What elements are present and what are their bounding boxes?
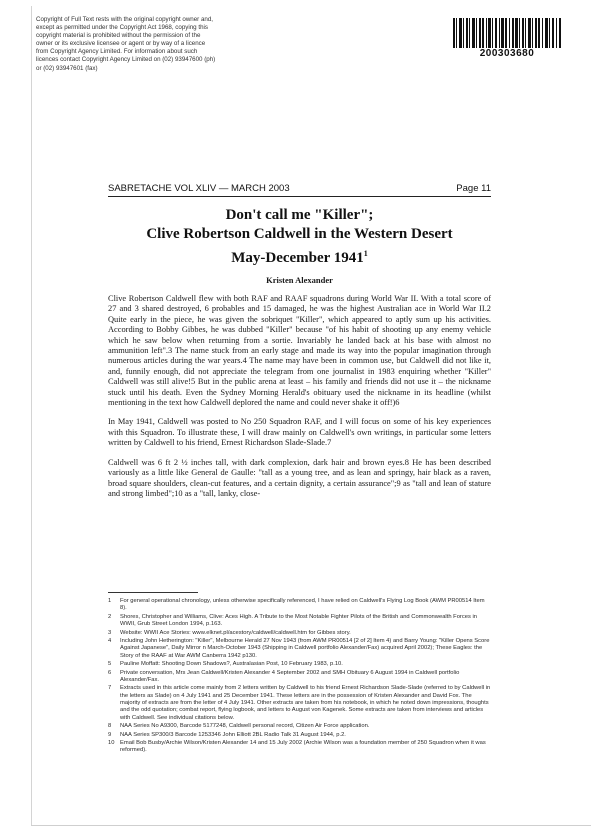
title-line-2: Clive Robertson Caldwell in the Western Desert <box>146 226 453 242</box>
footnote-text: Extracts used in this article come mainly from 2 letters written by Caldwell to his friend Ernest Richardson Slade-Slade (referred to by Caldwell in the letters as Slade) on 4 July 1941 and 25 December 1941. These letters are in the possession of Kristen Alexander and David Fox. The majority of extracts are from the letter of 4 July 1941. Other extracts are taken from his notebook, in which he noted down impressions, thoughts and the odd quotation; combat report, flying logbook, and letters to August von Kagenek. Some extracts are taken from interviews and articles with Caldwell. See individual citations below. <box>120 685 491 721</box>
footnote <box>108 723 491 730</box>
footnote-text: Email Bob Busby/Archie Wilson/Kristen Alexander 14 and 15 July 2002 (Archie Wilson was a foundation member of 250 Squadron when it was reformed). <box>120 740 486 754</box>
footnote-number: 10 <box>108 740 115 747</box>
title-line-1: Don't call me "Killer"; <box>225 207 374 223</box>
title-line-3 <box>108 244 491 268</box>
paragraph: In May 1941, Caldwell was posted to No 250 Squadron RAF, and I will focus on some of his key experiences with this Squadron. To illustrate these, I will draw mainly on Caldwell's own writings, in particular some letters written by Caldwell to his friend, Ernest Richardson Slade-Slade.7 <box>108 417 491 448</box>
footnote-number: 8 <box>108 723 112 730</box>
footnote-number: 6 <box>108 669 112 676</box>
footnote-text: Pauline Moffatt: Shooting Down Shadows?, Australasian Post, 10 February 1983, p.10. <box>120 661 343 668</box>
footnote-text: For general operational chronology, unless otherwise specifically referenced, I have relied on Caldwell's Flying Log Book (AWM PR00514 Item 8). <box>120 598 485 612</box>
footnote-text: NAA Series SP300/3 Barcode 1253346 John Elliott 2BL Radio Talk 31 August 1944, p.2. <box>120 731 346 738</box>
paragraph: Caldwell was 6 ft 2 ½ inches tall, with dark complexion, dark hair and brown eyes.8 He has been described variously as a little like General de Gaulle: "tall as a young tree, and as lean and springy, hair black as a raven, broad square shoulders, clean-cut features, and a certain dignity, a certain assurance";9 as "tall and lean of stature and strong limbed";10 as a "tall, lanky, close- <box>108 457 491 498</box>
scan-left-edge <box>31 6 32 826</box>
footnote <box>108 732 491 739</box>
barcode-image <box>452 18 562 48</box>
footnote-text: Private conversation, Mrs Jean Caldwell/Kristen Alexander 4 September 2002 and SMH Obituary 6 August 1994 in Caldwell portfolio Alexander/Fax. <box>120 669 460 683</box>
footnote-text: NAA Series No A9300, Barcode 5177248, Caldwell personal record, Citizen Air Force application. <box>120 723 370 730</box>
footnotes <box>108 598 491 756</box>
footnote-number: 1 <box>108 598 112 604</box>
barcode-number: 200303680 <box>479 48 535 59</box>
journal-issue: SABRETACHE VOL XLIV — MARCH 2003 <box>108 183 290 194</box>
footnote-number: 4 <box>108 638 112 645</box>
footnote <box>108 685 491 721</box>
footnote-text: Including John Hetherington: "Killer", Melbourne Herald 27 Nov 1943 (from AWM PR00514 [2 of 2] Item 4) and Barry Young: "Killer Opens Score Against Japanese", Daily Mirror n March-October 1943 (Shipping in Caldwell portfolio Alexander/Fax) acquired April 2002); These Eagles: the Story of the RAAF at War AWM Canberra 1942 p130. <box>120 638 490 659</box>
footnote-number: 2 <box>108 613 112 620</box>
article-title <box>108 206 491 268</box>
article-body <box>108 294 491 508</box>
footnote-number: 9 <box>108 731 112 738</box>
page-number: Page 11 <box>456 183 491 194</box>
footnote <box>108 630 491 637</box>
footnote-number: 5 <box>108 661 112 668</box>
footnote <box>108 614 491 629</box>
scan-bottom-edge <box>31 825 591 826</box>
footnote-number: 3 <box>108 629 112 636</box>
footnote-text: Shores, Christopher and Williams, Clive: Aces High. A Tribute to the Most Notable Fighter Pilots of the British and Commonwealth Forces in WWII, Grub Street London 1994, p.163. <box>120 613 477 628</box>
footnote <box>108 638 491 660</box>
footnote-text: Website: WWII Ace Stories: www.elknet.pl/acestory/caldwell/caldwell.htm for Gibbes story. <box>120 629 351 636</box>
author-byline: Kristen Alexander <box>266 275 333 285</box>
footnote-divider <box>108 592 198 593</box>
footnote <box>108 740 491 755</box>
footnote <box>108 670 491 685</box>
title-line-3-text: May-December 1941 <box>231 250 364 266</box>
copyright-notice: Copyright of Full Text rests with the original copyright owner and, except as permitted under the Copyright Act 1968, copying this copyright material is prohibited without the permission of the owner or its exclusive licensee or agent or by way of a licence from Copyright Agency Limited. For information about such licences contact Copyright Agency Limited on (02) 93947600 (ph) or (02) 93947601 (fax) <box>36 16 216 72</box>
paragraph: Clive Robertson Caldwell flew with both RAF and RAAF squadrons during World War II. With a total score of 27 and 3 shared destroyed, 6 probables and 15 damaged, he was the highest Australian ace in World War II.2 Quite early in the piece, he was given the sobriquet "Killer", which appeared to aptly sum up his activities. According to Bobby Gibbes, he was dubbed "Killer" because "of his habit of shooting up any enemy vehicle which he saw below when returning from a sortie. Invariably he landed back at his base with almost no ammunition left".3 The name stuck from an early stage and made its way into the popular imagination through numerous articles during the war years.4 The name may have been in common use, but Caldwell did not like it, and, funnily enough, did not appreciate the telegram from one journalist in 1983 enquiring whether "Killer" Caldwell was still alive!5 But in the public arena at least – his family and friends did not use it – the nickname stuck until his death. Even the Sydney Morning Herald's obituary used the nickname in its headline (whilst mentioning in the text how Caldwell deplored the name and could never shake it off!)6 <box>108 294 491 408</box>
footnote <box>108 598 491 613</box>
running-header <box>108 183 491 197</box>
footnote <box>108 661 491 668</box>
title-footnote-marker: 1 <box>363 249 368 258</box>
footnote-number: 7 <box>108 685 112 692</box>
barcode-block <box>452 18 562 59</box>
